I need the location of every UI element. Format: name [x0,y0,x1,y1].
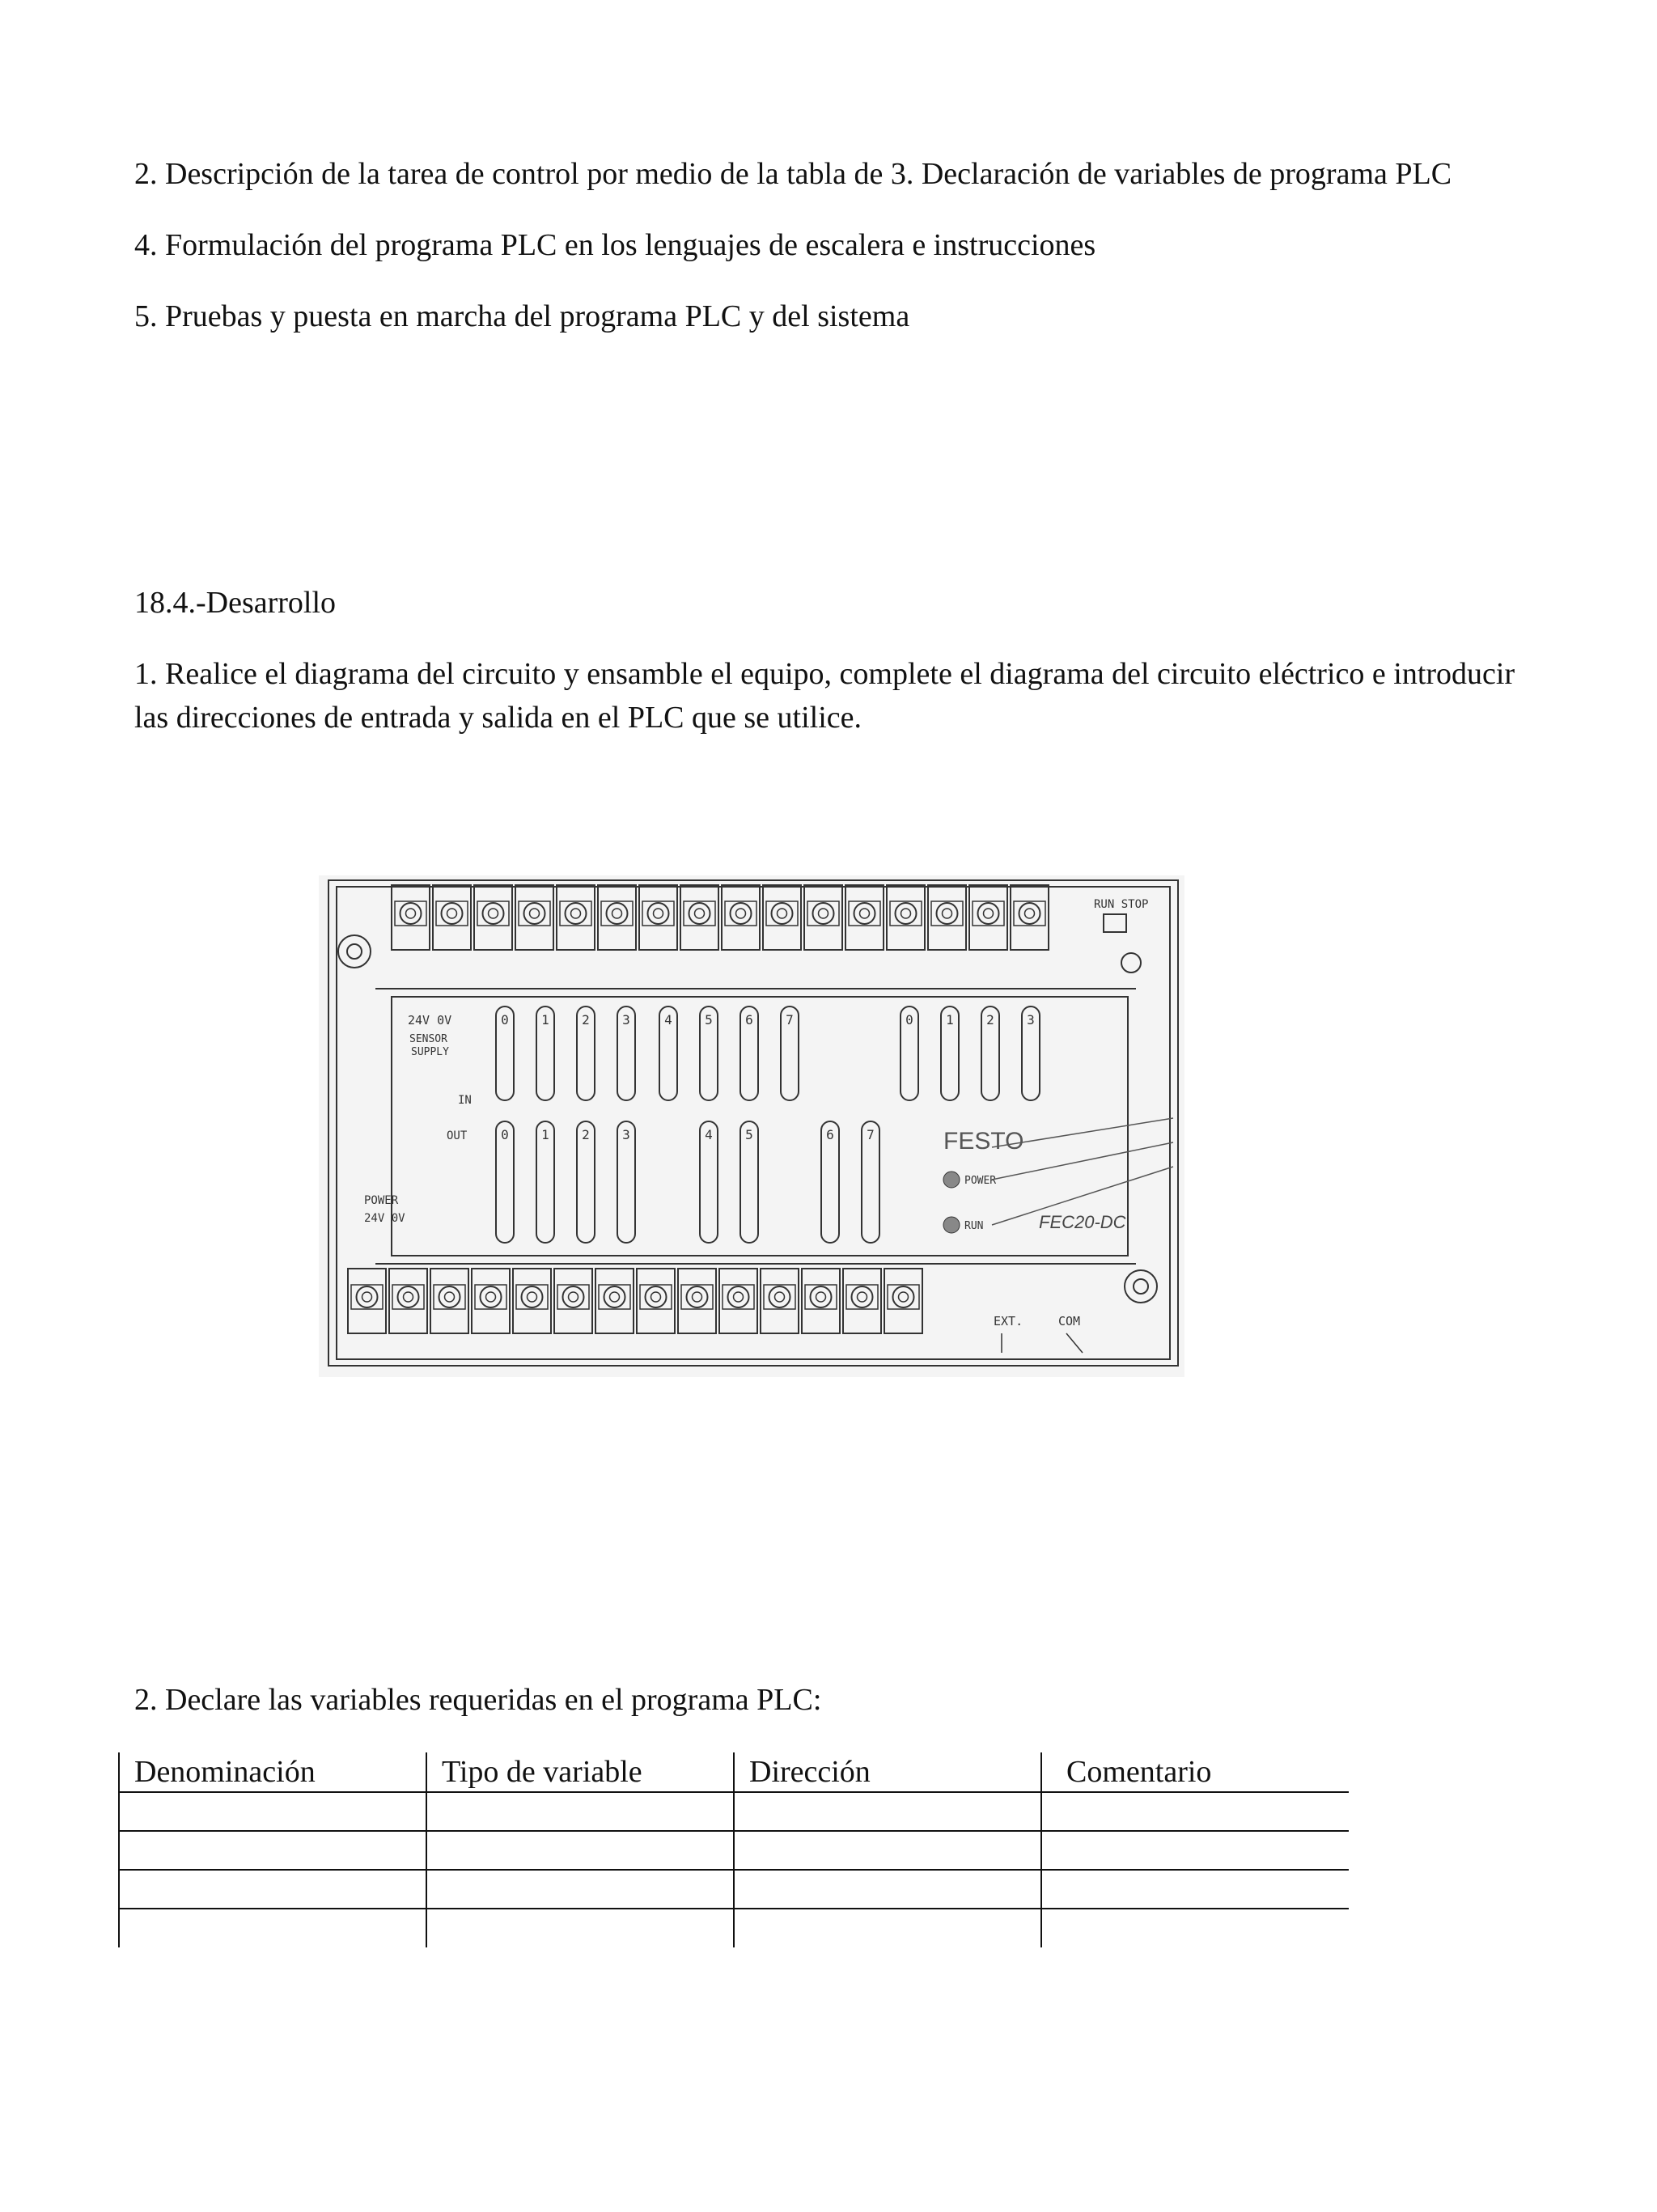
table-cell[interactable] [734,1909,1041,1947]
plc-controller-figure [319,875,1184,1377]
task-1-text: 1. Realice el diagrama del circuito y ensamble el equipo, complete el diagrama del circuito eléctrico e introducir las direcciones de entrada y salida en el PLC que se utilice. [134,657,1515,735]
step-5-text: 5. Pruebas y puesta en marcha del programa PLC y del sistema [134,299,910,333]
table-cell[interactable] [734,1870,1041,1909]
power-terminals-label: 24V 0V [364,1212,405,1225]
table-cell[interactable] [426,1792,734,1831]
run-led-icon [943,1217,960,1233]
output-number-label: 0 [501,1127,509,1142]
table-row [119,1831,1349,1870]
sensor-label: SENSOR [409,1033,447,1045]
output-number-label: 1 [541,1127,549,1142]
table-header-row [119,1752,1349,1792]
input-number-label: 5 [705,1012,713,1028]
input-number-label: 2 [986,1012,994,1028]
power-label: POWER [364,1194,399,1207]
power-led-icon [943,1172,960,1188]
table-cell[interactable] [734,1792,1041,1831]
step-4-text: 4. Formulación del programa PLC en los lenguajes de escalera e instrucciones [134,228,1096,262]
festo-brand: FESTO [943,1128,1024,1155]
table-cell[interactable] [119,1792,426,1831]
table-cell[interactable] [426,1909,734,1947]
input-number-label: 3 [622,1012,630,1028]
sensor-supply-voltage: 24V 0V [408,1013,452,1028]
com-label: COM [1058,1314,1081,1328]
output-number-label: 2 [582,1127,590,1142]
input-number-label: 7 [786,1012,794,1028]
input-number-label: 0 [501,1012,509,1028]
model-label: FEC20-DC [1039,1212,1126,1232]
output-number-label: 7 [867,1127,875,1142]
output-number-label: 6 [826,1127,834,1142]
step-2-text: 2. Descripción de la tarea de control por medio de la tabla de 3. Declaración de variables de programa PLC [134,157,1452,191]
out-label: OUT [447,1129,468,1142]
output-number-label: 3 [622,1127,630,1142]
in-label: IN [458,1094,472,1107]
input-number-label: 1 [541,1012,549,1028]
header-direccion: Dirección [734,1752,1041,1792]
table-cell[interactable] [1041,1870,1349,1909]
input-number-label: 2 [582,1012,590,1028]
table-cell[interactable] [119,1831,426,1870]
output-number-label: 4 [705,1127,713,1142]
run-led-label: RUN [964,1220,984,1232]
output-number-label: 5 [745,1127,753,1142]
header-tipo-variable: Tipo de variable [426,1752,734,1792]
table-cell[interactable] [734,1831,1041,1870]
table-cell[interactable] [1041,1909,1349,1947]
table-cell[interactable] [426,1831,734,1870]
task-2-text: 2. Declare las variables requeridas en el programa PLC: [134,1683,822,1717]
ext-label: EXT. [994,1314,1023,1328]
table-row [119,1870,1349,1909]
header-comentario: Comentario [1041,1752,1349,1792]
table-cell[interactable] [1041,1831,1349,1870]
supply-label: SUPPLY [411,1046,449,1058]
variables-table [118,1752,1349,1947]
table-row [119,1909,1349,1947]
table-cell[interactable] [426,1870,734,1909]
table-row [119,1792,1349,1831]
run-stop-label: RUN STOP [1094,898,1149,911]
power-led-label: POWER [964,1175,997,1187]
input-number-label: 1 [946,1012,954,1028]
input-number-label: 6 [745,1012,753,1028]
table-cell[interactable] [119,1870,426,1909]
input-number-label: 4 [664,1012,672,1028]
input-number-label: 0 [905,1012,913,1028]
table-cell[interactable] [119,1909,426,1947]
input-number-label: 3 [1027,1012,1035,1028]
table-cell[interactable] [1041,1792,1349,1831]
section-heading: 18.4.-Desarrollo [134,586,337,620]
header-denominacion: Denominación [119,1752,426,1792]
